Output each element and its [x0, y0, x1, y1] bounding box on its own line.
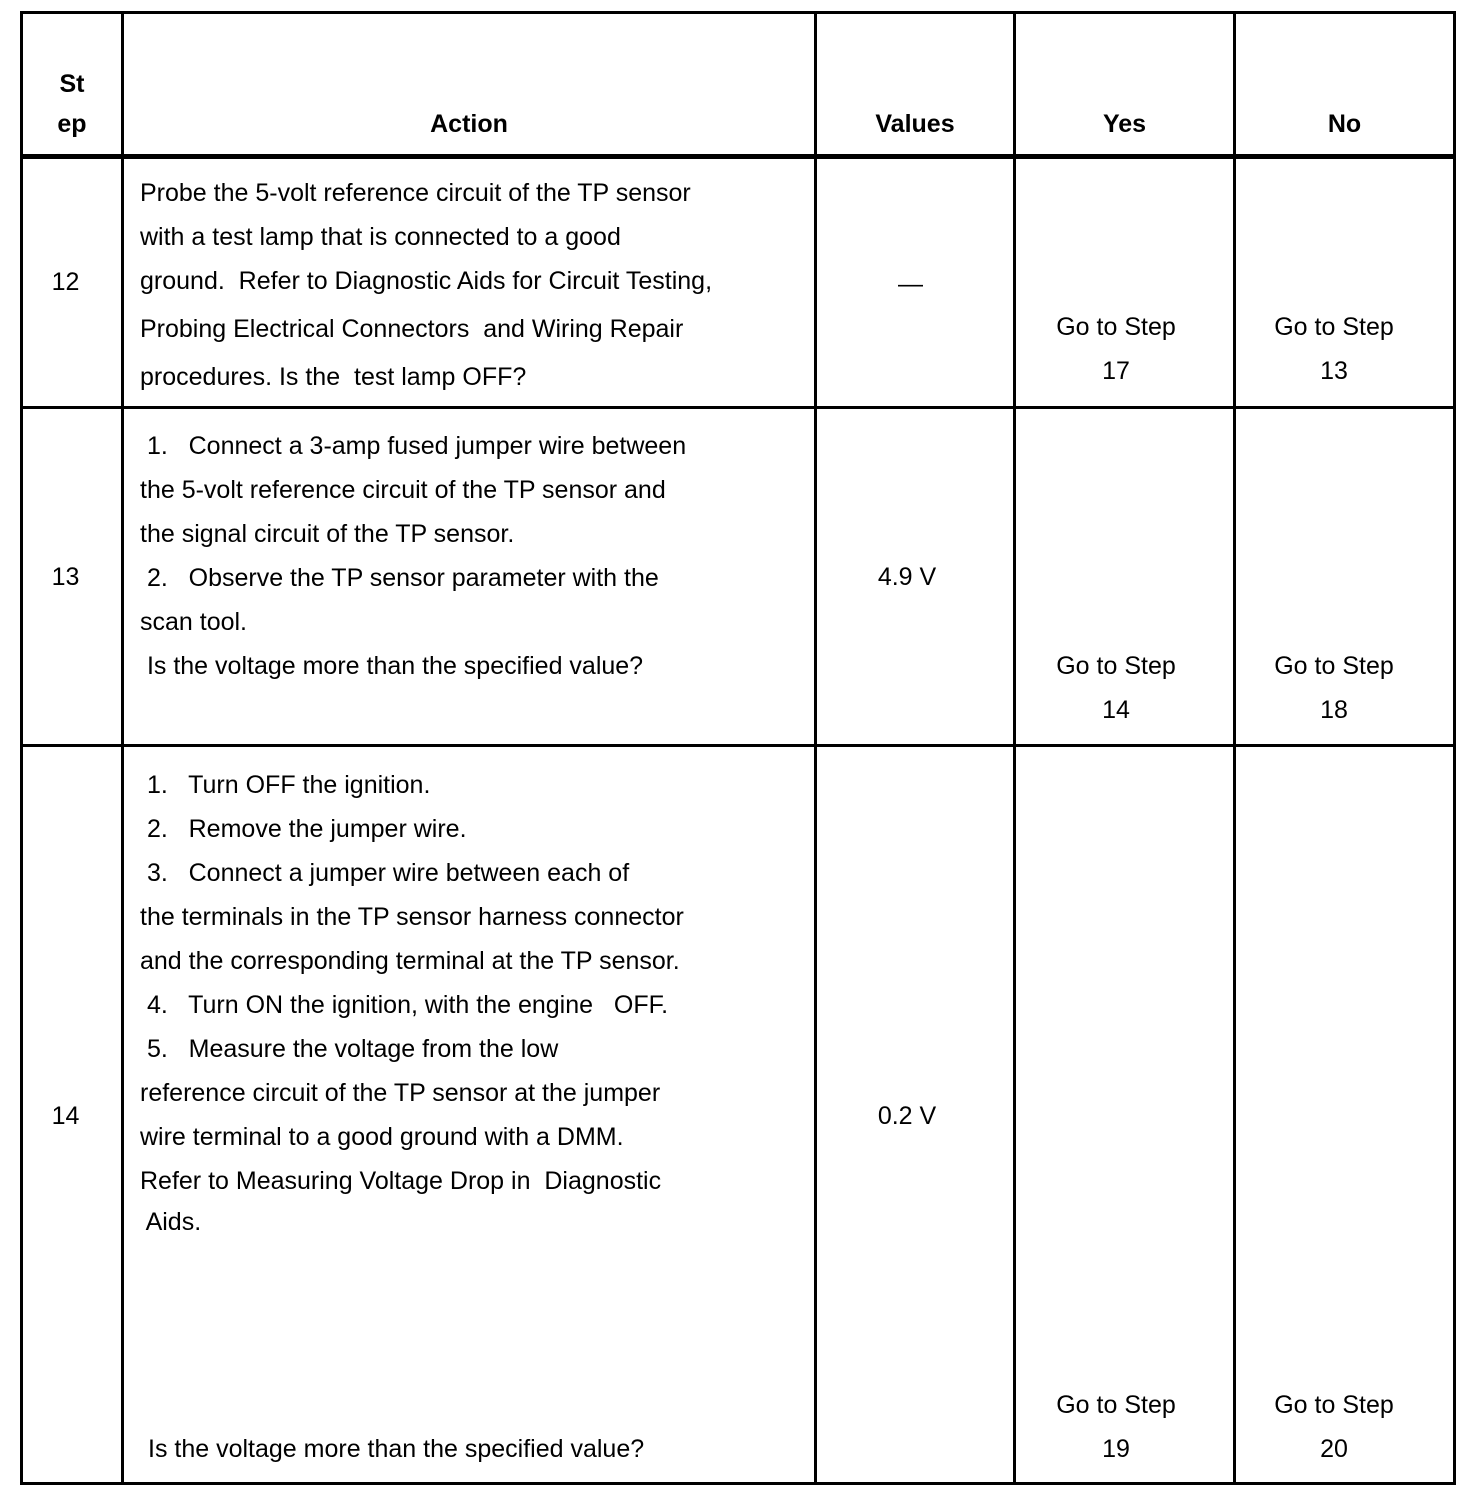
step-number: 13 — [51, 563, 80, 591]
no-goto-label: Go to Step — [1274, 1391, 1394, 1419]
action-text — [140, 171, 810, 399]
action-line: 3. Connect a jumper wire between each of — [140, 859, 630, 887]
header-yes: Yes — [1102, 110, 1147, 138]
action-line: Is the voltage more than the specified value? — [140, 652, 644, 680]
row-13-bottom-border — [20, 744, 1456, 747]
action-line: Is the voltage more than the specified value? — [148, 1435, 645, 1463]
no-goto — [1236, 1383, 1432, 1471]
header-values: Values — [875, 110, 955, 138]
action-line: the 5-volt reference circuit of the TP sensor and — [140, 476, 666, 504]
yes-goto-step: 17 — [1102, 357, 1130, 385]
action-line: 2. Remove the jumper wire. — [140, 815, 467, 843]
value: 0.2 V — [877, 1102, 937, 1130]
header-step-line1: St — [59, 70, 85, 98]
value: 4.9 V — [877, 563, 937, 591]
action-line: wire terminal to a good ground with a DMM. — [140, 1123, 624, 1151]
no-goto-label: Go to Step — [1274, 652, 1394, 680]
no-goto-step: 18 — [1320, 696, 1348, 724]
table-top-border — [20, 11, 1456, 14]
action-line: procedures. Is the test lamp OFF? — [140, 363, 527, 391]
action-line: the terminals in the TP sensor harness connector — [140, 903, 684, 931]
yes-goto — [1016, 644, 1216, 732]
action-line: Refer to Measuring Voltage Drop in Diagnostic — [140, 1167, 662, 1195]
yes-col-border — [1233, 11, 1236, 1485]
yes-goto — [1016, 305, 1216, 393]
yes-goto — [1016, 1383, 1216, 1471]
yes-goto-step: 19 — [1102, 1435, 1130, 1463]
action-line: 1. Connect a 3-amp fused jumper wire between — [140, 432, 687, 460]
no-goto — [1236, 305, 1432, 393]
action-line: reference circuit of the TP sensor at the jumper — [140, 1079, 661, 1107]
action-line: Aids. — [140, 1208, 202, 1236]
table-left-border — [20, 11, 23, 1485]
action-line: 5. Measure the voltage from the low — [140, 1035, 559, 1063]
header-action: Action — [430, 110, 508, 138]
action-text — [140, 424, 810, 688]
action-line: 1. Turn OFF the ignition. — [140, 771, 431, 799]
action-text — [140, 763, 810, 1241]
action-line: Probing Electrical Connectors and Wiring Repair — [140, 315, 684, 343]
action-line: Probe the 5-volt reference circuit of the TP sensor — [140, 179, 691, 207]
step-number: 14 — [51, 1102, 80, 1130]
action-col-border — [814, 11, 817, 1485]
action-line: and the corresponding terminal at the TP sensor. — [140, 947, 680, 975]
action-line: the signal circuit of the TP sensor. — [140, 520, 515, 548]
action-line: 4. Turn ON the ignition, with the engine OFF. — [140, 991, 669, 1019]
step-col-border — [121, 11, 124, 1485]
header-no: No — [1327, 110, 1362, 138]
header-bottom-border — [20, 154, 1456, 159]
no-goto — [1236, 644, 1432, 732]
table-bottom-border — [20, 1482, 1456, 1485]
action-line: ground. Refer to Diagnostic Aids for Circuit Testing, — [140, 267, 713, 295]
action-line: 2. Observe the TP sensor parameter with the — [140, 564, 659, 592]
yes-goto-label: Go to Step — [1056, 313, 1176, 341]
no-goto-label: Go to Step — [1274, 313, 1394, 341]
no-goto-step: 13 — [1320, 357, 1348, 385]
yes-goto-label: Go to Step — [1056, 652, 1176, 680]
no-goto-step: 20 — [1320, 1435, 1348, 1463]
values-col-border — [1013, 11, 1016, 1485]
action-line: with a test lamp that is connected to a good — [140, 223, 621, 251]
step-number: 12 — [51, 268, 80, 296]
action-line: scan tool. — [140, 608, 248, 636]
action-question — [148, 1427, 808, 1471]
yes-goto-label: Go to Step — [1056, 1391, 1176, 1419]
table-right-border — [1453, 11, 1456, 1485]
header-step — [23, 64, 121, 144]
row-12-bottom-border — [20, 406, 1456, 409]
header-step-line2: ep — [57, 110, 87, 138]
yes-goto-step: 14 — [1102, 696, 1130, 724]
value: — — [898, 270, 923, 298]
